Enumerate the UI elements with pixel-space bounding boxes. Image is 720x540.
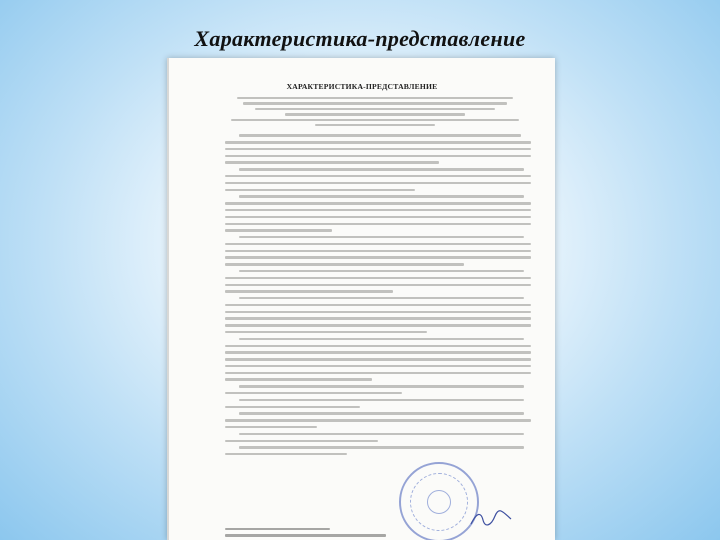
paragraph (225, 195, 531, 231)
paragraph (225, 236, 531, 266)
paragraph (225, 338, 531, 381)
paragraph (225, 134, 531, 164)
paragraph (225, 168, 531, 191)
signature-block (225, 528, 535, 540)
header-line (237, 97, 513, 99)
document-header-block (225, 97, 525, 126)
document-body (225, 134, 531, 455)
paragraph (225, 270, 531, 293)
header-line (231, 119, 519, 121)
handwritten-signature (469, 510, 513, 528)
paragraph (225, 446, 531, 455)
header-line (315, 124, 435, 126)
paragraph (225, 297, 531, 333)
document-scan (167, 58, 555, 540)
header-line (255, 108, 495, 110)
header-line (243, 102, 507, 104)
paragraph (225, 433, 531, 442)
document-heading: ХАРАКТЕРИСТИКА-ПРЕДСТАВЛЕНИЕ (286, 82, 438, 91)
paragraph (225, 399, 531, 408)
slide-title: Характеристика-представление (194, 26, 526, 51)
header-line (285, 113, 465, 115)
paragraph (225, 385, 531, 394)
paragraph (225, 412, 531, 428)
